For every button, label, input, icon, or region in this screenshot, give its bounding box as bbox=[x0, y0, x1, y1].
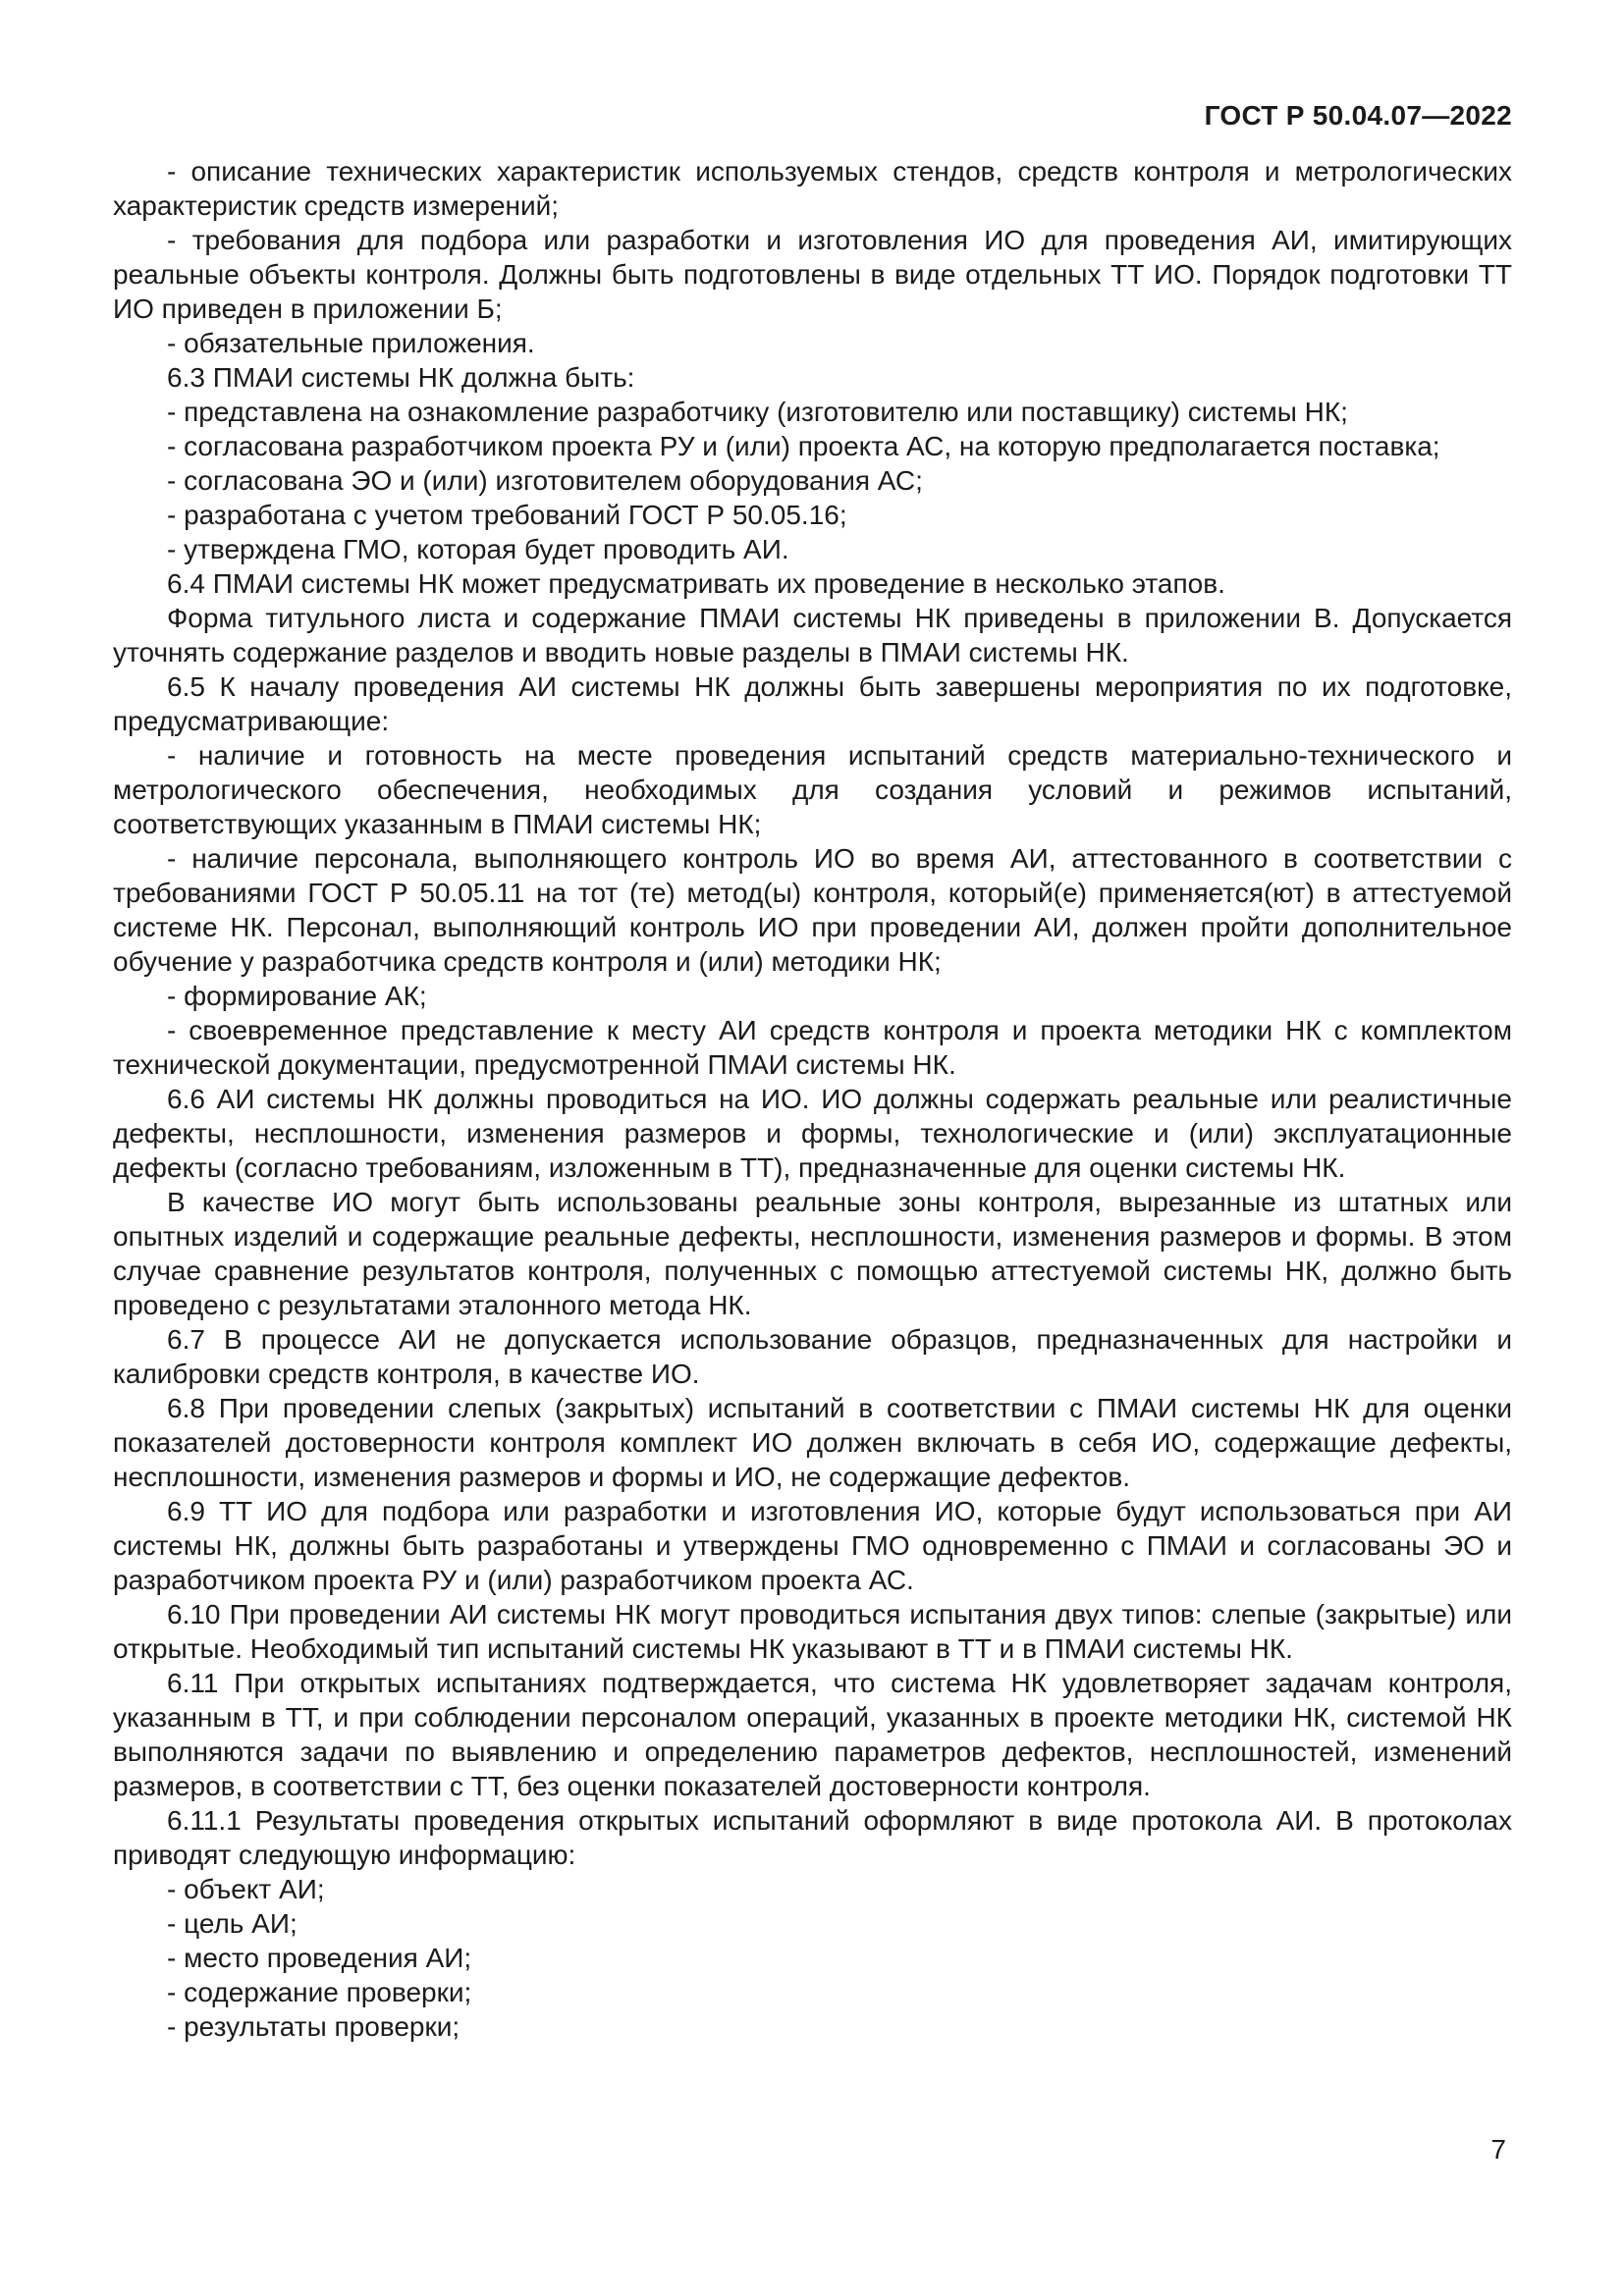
paragraph: - содержание проверки; bbox=[167, 1977, 472, 2007]
paragraph: - своевременное представление к месту АИ средств контроля и проекта методики НК с комплектом технической документации, предусмотренной ПМАИ системы НК. bbox=[113, 1015, 1512, 1080]
paragraph: - объект АИ; bbox=[167, 1874, 325, 1904]
paragraph: 6.6 АИ системы НК должны проводиться на ИО. ИО должны содержать реальные или реалистичные дефекты, несплошности, изменения размеров и формы, технологические и (или) эксплуатационные дефекты (согласно требованиям, изложенным в ТТ), предназначенные для оценки системы НК. bbox=[113, 1084, 1512, 1183]
paragraph: - согласована разработчиком проекта РУ и (или) проекта АС, на которую предполагается поставка; bbox=[167, 431, 1440, 461]
paragraph: 6.3 ПМАИ системы НК должна быть: bbox=[167, 362, 635, 393]
paragraph: Форма титульного листа и содержание ПМАИ системы НК приведены в приложении В. Допускается уточнять содержание разделов и вводить новые разделы в ПМАИ системы НК. bbox=[113, 603, 1512, 667]
paragraph: - место проведения АИ; bbox=[167, 1943, 472, 1973]
paragraph: 6.10 При проведении АИ системы НК могут проводиться испытания двух типов: слепые (закрытые) или открытые. Необходимый тип испытаний системы НК указывают в ТТ и в ПМАИ системы НК. bbox=[113, 1599, 1512, 1664]
paragraph: 6.9 ТТ ИО для подбора или разработки и изготовления ИО, которые будут использоваться при АИ системы НК, должны быть разработаны и утверждены ГМО одновременно с ПМАИ и согласованы ЭО и разработчиком проекта РУ и (или) разработчиком проекта АС. bbox=[113, 1496, 1512, 1595]
paragraph: 6.11.1 Результаты проведения открытых испытаний оформляют в виде протокола АИ. В протоколах приводят следующую информацию: bbox=[113, 1805, 1512, 1870]
page-number: 7 bbox=[1490, 2134, 1506, 2164]
paragraph: - описание технических характеристик используемых стендов, средств контроля и метрологических характеристик средств измерений; bbox=[113, 156, 1512, 221]
paragraph: 6.7 В процессе АИ не допускается использование образцов, предназначенных для настройки и калибровки средств контроля, в качестве ИО. bbox=[113, 1324, 1512, 1389]
paragraph: - требования для подбора или разработки и изготовления ИО для проведения АИ, имитирующих реальные объекты контроля. Должны быть подготовлены в виде отдельных ТТ ИО. Порядок подготовки ТТ ИО приведен в приложении Б; bbox=[113, 225, 1512, 324]
document-body bbox=[113, 154, 1512, 2044]
paragraph: 6.5 К началу проведения АИ системы НК должны быть завершены мероприятия по их подготовке, предусматривающие: bbox=[113, 671, 1512, 736]
paragraph: - согласована ЭО и (или) изготовителем оборудования АС; bbox=[167, 465, 923, 496]
paragraph: - обязательные приложения. bbox=[167, 328, 535, 358]
page-header bbox=[113, 98, 1512, 133]
paragraph: - цель АИ; bbox=[167, 1908, 298, 1939]
paragraph: 6.4 ПМАИ системы НК может предусматривать их проведение в несколько этапов. bbox=[167, 568, 1225, 599]
paragraph: - разработана с учетом требований ГОСТ Р 50.05.16; bbox=[167, 500, 847, 530]
paragraph: - утверждена ГМО, которая будет проводить АИ. bbox=[167, 534, 789, 564]
paragraph: - результаты проверки; bbox=[167, 2011, 460, 2042]
document-code: ГОСТ Р 50.04.07—2022 bbox=[1204, 100, 1512, 131]
paragraph: В качестве ИО могут быть использованы реальные зоны контроля, вырезанные из штатных или опытных изделий и содержащие реальные дефекты, несплошности, изменения размеров и формы. В этом случае сравнение результатов контроля, полученных с помощью аттестуемой системы НК, должно быть проведено с результатами эталонного метода НК. bbox=[113, 1187, 1512, 1320]
paragraph: - представлена на ознакомление разработчику (изготовителю или поставщику) системы НК; bbox=[167, 397, 1348, 427]
paragraph: - наличие персонала, выполняющего контроль ИО во время АИ, аттестованного в соответствии с требованиями ГОСТ Р 50.05.11 на тот (те) метод(ы) контроля, который(е) применяется(ют) в аттестуемой системе НК. Персонал, выполняющий контроль ИО при проведении АИ, должен пройти дополнительное обучение у разработчика средств контроля и (или) методики НК; bbox=[113, 843, 1512, 977]
paragraph: - наличие и готовность на месте проведения испытаний средств материально-технического и метрологического обеспечения, необходимых для создания условий и режимов испытаний, соответствующих указанным в ПМАИ системы НК; bbox=[113, 740, 1512, 839]
paragraph: - формирование АК; bbox=[167, 981, 427, 1011]
paragraph: 6.8 При проведении слепых (закрытых) испытаний в соответствии с ПМАИ системы НК для оценки показателей достоверности контроля комплект ИО должен включать в себя ИО, содержащие дефекты, несплошности, изменения размеров и формы и ИО, не содержащие дефектов. bbox=[113, 1393, 1512, 1492]
paragraph: 6.11 При открытых испытаниях подтверждается, что система НК удовлетворяет задачам контроля, указанным в ТТ, и при соблюдении персоналом операций, указанных в проекте методики НК, системой НК выполняются задачи по выявлению и определению параметров дефектов, несплошностей, изменений размеров, в соответствии с ТТ, без оценки показателей достоверности контроля. bbox=[113, 1668, 1512, 1801]
